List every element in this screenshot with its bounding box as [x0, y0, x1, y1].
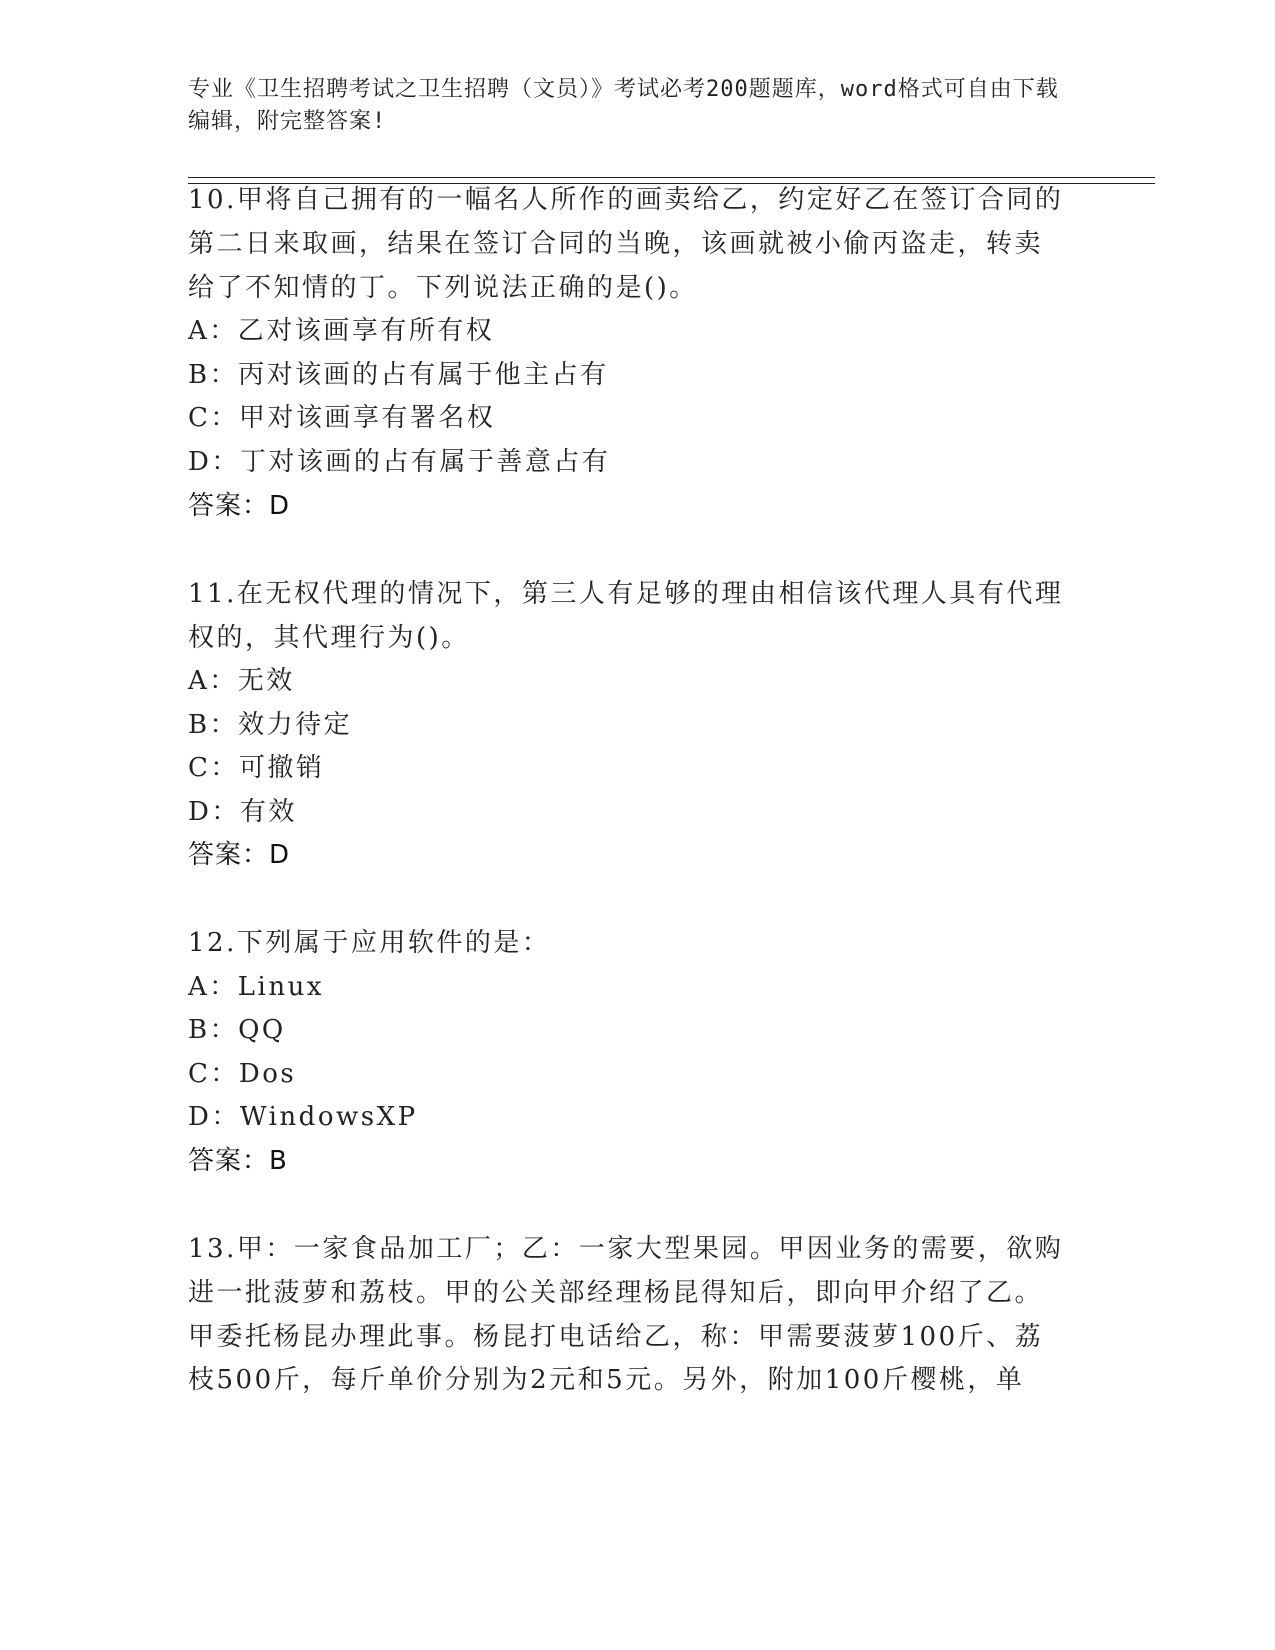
question-10-option-d: D：丁对该画的占有属于善意占有 [188, 447, 611, 477]
question-12-stem-line-1: 12.下列属于应用软件的是： [188, 928, 551, 958]
header-divider-top [188, 177, 1155, 178]
question-13-stem-line-3: 甲委托杨昆办理此事。杨昆打电话给乙，称：甲需要菠萝100斤、荔 [188, 1322, 1044, 1352]
question-12-answer: 答案：B [188, 1146, 288, 1176]
question-12-option-d: D：WindowsXP [188, 1102, 418, 1132]
question-10-option-b: B：丙对该画的占有属于他主占有 [188, 360, 609, 390]
question-10-stem-line-2: 第二日来取画，结果在签订合同的当晚，该画就被小偷丙盗走，转卖 [188, 229, 1044, 259]
question-11-stem-line-1: 11.在无权代理的情况下，第三人有足够的理由相信该代理人具有代理 [188, 579, 1064, 609]
question-10-stem-line-3: 给了不知情的丁。下列说法正确的是()。 [188, 273, 698, 303]
question-10-option-a: A：乙对该画享有所有权 [188, 316, 495, 346]
question-10-stem-line-1: 10.甲将自己拥有的一幅名人所作的画卖给乙，约定好乙在签订合同的 [188, 185, 1064, 215]
document-header: 专业《卫生招聘考试之卫生招聘（文员）》考试必考200题题库，word格式可自由下载编辑，附完整答案! [188, 77, 1059, 134]
question-13-stem-line-1: 13.甲：一家食品加工厂；乙：一家大型果园。甲因业务的需要，欲购 [188, 1234, 1064, 1264]
question-11-answer: 答案：D [188, 840, 291, 870]
question-11-option-d: D：有效 [188, 797, 297, 827]
question-11-option-c: C：可撤销 [188, 753, 325, 783]
question-13-stem-line-2: 进一批菠萝和荔枝。甲的公关部经理杨昆得知后，即向甲介绍了乙。 [188, 1278, 1044, 1308]
question-10-option-c: C：甲对该画享有署名权 [188, 403, 496, 433]
question-12-option-b: B：QQ [188, 1015, 286, 1045]
question-11-option-a: A：无效 [188, 666, 295, 696]
question-12-option-a: A：Linux [188, 972, 325, 1002]
question-11-stem-line-2: 权的，其代理行为()。 [188, 623, 470, 653]
question-13-stem-line-4: 枝500斤，每斤单价分别为2元和5元。另外，附加100斤樱桃，单 [188, 1365, 1025, 1395]
question-12-option-c: C：Dos [188, 1059, 297, 1089]
question-11-option-b: B：效力待定 [188, 710, 353, 740]
question-10-answer: 答案：D [188, 491, 291, 521]
